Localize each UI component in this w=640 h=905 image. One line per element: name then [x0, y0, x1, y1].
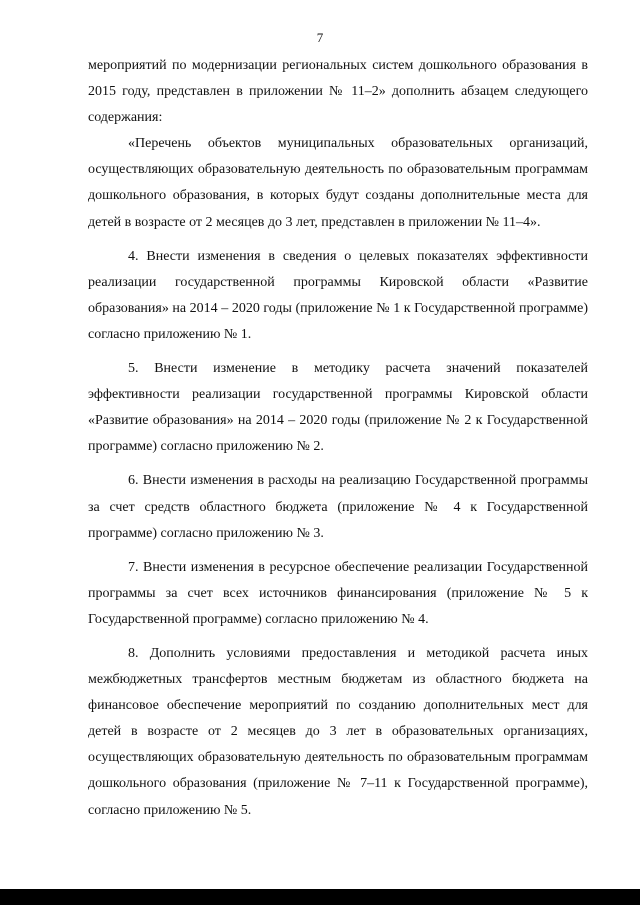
scan-bottom-border: [0, 889, 640, 905]
paragraph-item-7: 7. Внести изменения в ресурсное обеспечение реализации Государственной программы за счет всех источников финансирования (приложение № 5 к Государственной программе) согласно приложению № 4.: [88, 559, 588, 627]
page-number: 7: [316, 30, 324, 45]
paragraph-item-5: 5. Внести изменение в методику расчета значений показателей эффективности реализации государственной программы Кировской области «Развитие образования» на 2014 – 2020 годы (приложение № 2 к Государственной программе) согласно приложению № 2.: [88, 361, 588, 455]
paragraph-item-6: 6. Внести изменения в расходы на реализацию Государственной программы за счет средств областного бюджета (приложение № 4 к Государственной программе) согласно приложению № 3.: [88, 473, 588, 541]
paragraph-item-4: 4. Внести изменения в сведения о целевых показателях эффективности реализации государственной программы Кировской области «Развитие образования» на 2014 – 2020 годы (приложение № 1 к Государственной программе) согласно приложению № 1.: [88, 248, 588, 342]
paragraph-quoted-list: «Перечень объектов муниципальных образовательных организаций, осуществляющих образовательную деятельность по образовательным программам дошкольного образования, в которых будут созданы дополнительные места для детей в возрасте от 2 месяцев до 3 лет, представлен в приложении № 11–4».: [88, 136, 588, 230]
document-body: [88, 53, 588, 824]
paragraph-item-8: 8. Дополнить условиями предоставления и методикой расчета иных межбюджетных трансфертов местным бюджетам из областного бюджета на финансовое обеспечение мероприятий по созданию дополнительных мест для детей в возрасте от 2 месяцев до 3 лет в образовательных организациях, осуществляющих образовательную деятельность по образовательным программам дошкольного образования (приложение № 7–11 к Государственной программе), согласно приложению № 5.: [88, 645, 588, 818]
paragraph-continuation: мероприятий по модернизации региональных систем дошкольного образования в 2015 году, представлен в приложении № 11–2» дополнить абзацем следующего содержания:: [88, 58, 588, 126]
